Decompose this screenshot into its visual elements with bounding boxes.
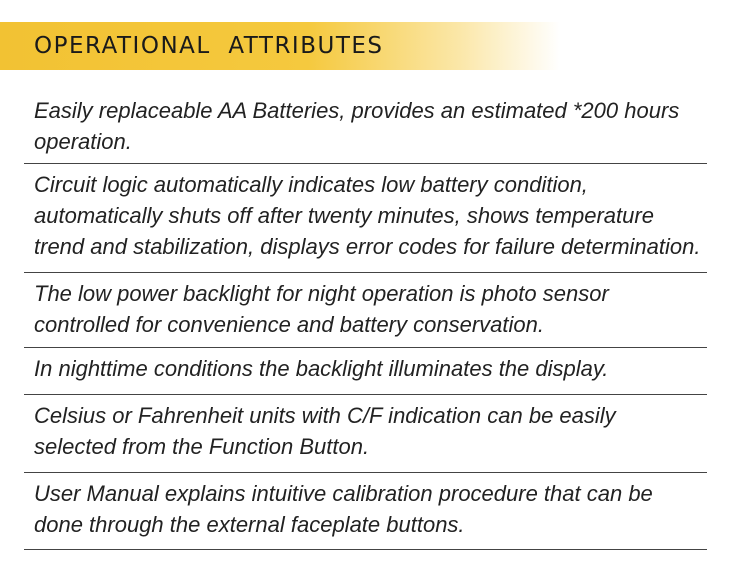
list-item bbox=[24, 395, 707, 473]
attribute-text: In nighttime conditions the backlight illuminates the display. bbox=[34, 356, 609, 381]
attribute-text: User Manual explains intuitive calibration procedure that can be done through the external faceplate buttons. bbox=[34, 481, 653, 537]
attribute-text: The low power backlight for night operation is photo sensor controlled for convenience and battery conservation. bbox=[34, 281, 609, 337]
attribute-text: Celsius or Fahrenheit units with C/F indication can be easily selected from the Function Button. bbox=[34, 403, 616, 459]
list-item bbox=[24, 348, 707, 395]
list-item bbox=[24, 90, 707, 164]
list-item bbox=[24, 473, 707, 550]
list-item bbox=[24, 164, 707, 273]
section-title: OPERATIONAL ATTRIBUTES bbox=[34, 33, 384, 59]
attributes-list bbox=[24, 90, 707, 550]
list-item bbox=[24, 273, 707, 348]
attribute-text: Easily replaceable AA Batteries, provides an estimated *200 hours operation. bbox=[34, 98, 680, 154]
attribute-text: Circuit logic automatically indicates low battery condition, automatically shuts off after twenty minutes, shows temperature trend and stabilization, displays error codes for failure determination. bbox=[34, 172, 701, 259]
section-header-band bbox=[0, 22, 560, 70]
